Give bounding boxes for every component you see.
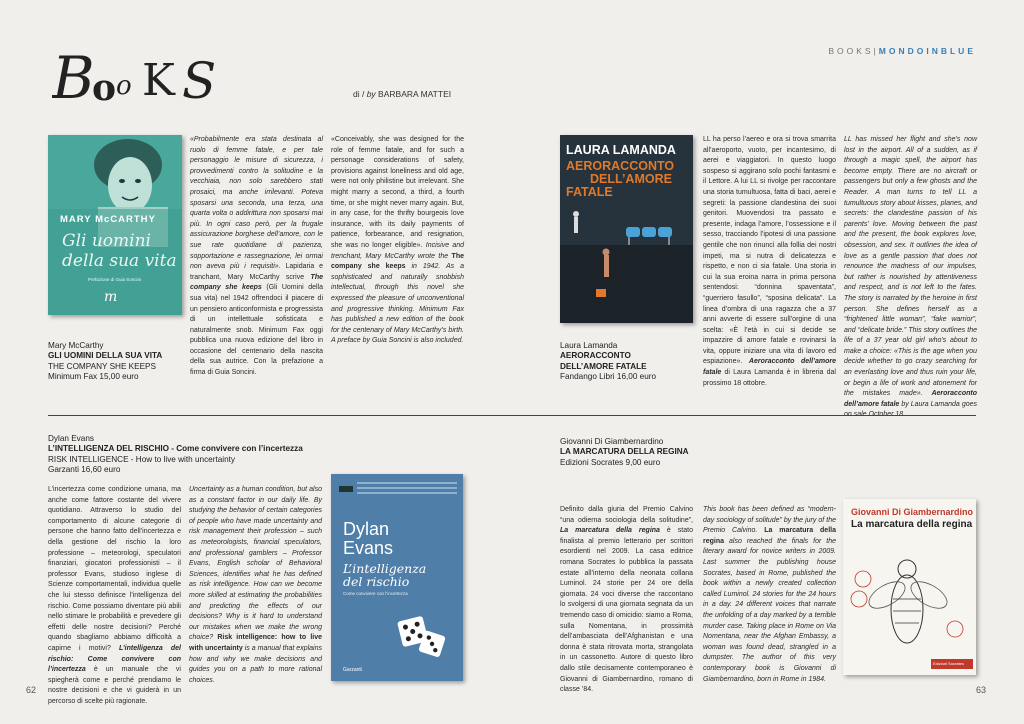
books-logo <box>52 40 252 110</box>
cover-author: MARY McCARTHY <box>60 214 156 225</box>
book2-caption <box>560 341 700 383</box>
text-part: «Conceivably, she was designed for the role of femme fatale, and for such a personage considerations of safety, provisions against loneliness and old age, were not only philistine but irrelevant. She might marry a second, a third, a fourth time, or she might never marry again. But, in any case, for the thrifty bourgeois love insurance, with its daily payments of patience, forbearance, and resignation, she was no longer eligible». <box>331 136 464 249</box>
section-divider <box>48 415 976 416</box>
cover-title-line1: L’intelligenza <box>343 561 427 576</box>
caption-author: Mary McCarthy <box>48 341 104 350</box>
text-part: This book has been defined as “modern-day sociology of solitude” by the jury of the Premio Calvino. <box>703 506 836 535</box>
cover-preface: Prefazione di Guia Soncini <box>88 277 142 282</box>
cover-author-line2: Evans <box>343 538 394 558</box>
text-bold: Aeroracconto dell’amore fatale <box>844 390 977 408</box>
text-bold: Risk intelligence: how to live with uncertainty <box>189 634 323 652</box>
text-part: di Laura Lamanda è in libreria dal prossimo 18 ottobre. <box>703 369 836 387</box>
book3-english-text <box>189 485 322 686</box>
caption-en-title: RISK INTELLIGENCE - How to live with uncertainty <box>48 454 236 464</box>
publisher-logo: m <box>104 289 118 305</box>
book2-english-text <box>844 135 977 421</box>
caption-title: GLI UOMINI DELLA SUA VITA <box>48 351 163 361</box>
cover-title <box>566 160 674 199</box>
caption-publisher: Minimum Fax 15,00 euro <box>48 372 139 382</box>
text-part: in 1942. As a sophisticated and naturally snobbish intellectual, through this novel she expressed the pleasure of unconventional and progressive thinking. Minimum Fax has published a new edition of the book for the centenary of Mary McCarthy’s birth. A preface by Guia Soncini is also included. <box>331 263 465 345</box>
book4-italian-text <box>560 505 693 696</box>
caption-title-line1: AERORACCONTO <box>560 351 631 361</box>
cover-author <box>343 520 393 558</box>
text-bold: Aeroracconto dell’amore fatale <box>703 358 836 377</box>
book2-italian-text <box>703 135 836 389</box>
text-bold: L’intelligenza del rischio: Come convivere con l’incertezza <box>48 644 181 674</box>
cover-title-line1: AERORACCONTO <box>566 159 675 173</box>
cover-publisher: Edizioni Socrates <box>933 661 964 666</box>
text-part: is a manual that explains how and why we make decisions and guides you on a path to more rational choices. <box>189 644 322 684</box>
svg-text:o: o <box>92 67 117 109</box>
cover-title-line2: della sua vita <box>62 251 177 271</box>
text-bold: The company she keeps <box>331 252 464 271</box>
caption-author: Giovanni Di Giambernardino <box>560 437 664 446</box>
text-part: è un manuale che vi spiegherà come e perché prendiamo le nostre decisioni e che vi guiderà in un percorso di scelte più ragionate. <box>48 666 181 705</box>
text-part: also reached the finals for the literary award for novice writers in 2009. Last summer the publishing house Socrates, based in Rome, published the book within a newly created collection called Luminol. 24 stories for the 24 hours in a day. 24 different voices that narrate the unfolding of a day marked by a terrible murder case. Taking place in Rome on Via Nomentana, near the Afghan Embassy, a woman was found dead, strangled in a dumpster. The author of this very contemporary book is Giovanni di Giambernardino, born in Rome in 1984. <box>703 537 836 683</box>
caption-author: Dylan Evans <box>48 434 94 443</box>
caption-publisher: Fandango Libri 16,00 euro <box>560 372 657 382</box>
cover-title-line2: DELL’AMORE <box>590 172 672 186</box>
brand-label: MONDOINBLUE <box>878 46 976 56</box>
text-part: (Gli Uomini della sua vita) nel 1942 offrendoci il piacere di un pensiero anticonformista e progressista di un intellettuale sofisticata e naturalmente snob. Minimum Fax oggi pubblica una nuova edizione del libro in occasione del centenario della nascita della sua autrice. Con la prefazione a firma di Guia Soncini. <box>190 284 324 377</box>
text-bold: The company she keeps <box>190 273 323 292</box>
book-cover-gli-uomini <box>48 135 182 315</box>
cover-title: La marcatura della regina <box>851 519 973 530</box>
cover-title-line1: Gli uomini <box>62 231 151 251</box>
page-number-left: 62 <box>26 685 37 695</box>
text-part: Incisive and trenchant, Mary McCarthy wrote the <box>331 241 464 260</box>
text-part: LL has missed her flight and she’s now lost in the airport. All of a sudden, as if through a magic spell, the airport has become empty. There are no aircraft or passengers but only a few ghosts and the Reader. A man turns to tell LL a tumultuous story about kisses, planes, and secrets: the clandestine passion of his parents’ love. Moving between the past and the present, the book explores love, obsession, and sex. It outlines the idea of love as a gentle passion that does not renounce the madness of our impulses, but rather is nourished by attentiveness and respect, and is not left to the fates. The story is narrated by the heroine in first person. She defines herself as a “frightened little woman”, “fake warrior”, and “delicate bride.” This story outlines the life of a 37 year old girl who’s about to make a choice: «This is the age when you decide whether to go crazy searching for an everlasting love and thus ruin your life, or begin a life of work and atonement for the mistakes made». <box>844 136 977 398</box>
svg-text:o: o <box>116 71 132 101</box>
cover-author: Giovanni Di Giambernardino <box>851 507 974 517</box>
caption-publisher: Garzanti 16,60 euro <box>48 465 121 475</box>
caption-en-title: THE COMPANY SHE KEEPS <box>48 361 156 371</box>
text-part: Lapidaria e tranchant, Mary McCarthy scrive <box>190 263 323 281</box>
text-part: Uncertainty as a human condition, but also as a constant factor in our daily life. By studying the behavior of certain categories of people who have made uncertainty and risk management their profession – such as meteorologists, financial speculators, and professional gamblers – Professor Evans, English scholar of Behavioral Sciences, identifies what he has defined as risk intelligence. How can we become more skilled at estimating the probabilities and predicting the effects of our decisions? Why is it hard to understand our mistakes when we make the wrong choice? <box>189 486 322 642</box>
byline <box>353 89 451 99</box>
cover-publisher: Garzanti <box>343 667 362 673</box>
byline-prefix: di / <box>353 89 367 99</box>
header-section <box>828 46 976 56</box>
byline-by: by <box>366 89 376 99</box>
book4-caption <box>560 437 780 468</box>
text-part: by Laura Lamanda goes <box>901 400 977 408</box>
caption-author: Laura Lamanda <box>560 341 618 350</box>
text-bold: La marcatura della regina <box>703 527 836 545</box>
byline-author: BARBARA MATTEI <box>375 89 452 99</box>
book3-italian-text <box>48 485 181 707</box>
svg-text:K: K <box>142 55 175 106</box>
book1-italian-text <box>190 135 323 379</box>
text-part: «Probabilmente era stata destinata al ruolo di femme fatale, e per tale personaggio le misure di sicurezza, i provvedimenti contro la solitudine e la vecchiaia, non solo sarebbero stati prosaici, ma anche irrilevanti. Poteva sposarsi una seconda, una terza, una quarta volta o addirittura non sposarsi mai più. In ogni caso però, per la frugale assicurazione borghese dell’amore, con le sue rate quotidiane di pazienza, sopportazione e rassegnazione, lei ormai non aveva più i requisiti». <box>190 136 323 271</box>
cover-title-line2: del rischio <box>343 574 410 589</box>
book1-caption <box>48 341 188 383</box>
caption-publisher: Edizioni Socrates 9,00 euro <box>560 457 661 467</box>
cover-author: LAURA LAMANDA <box>566 143 676 157</box>
caption-title: LA MARCATURA DELLA REGINA <box>560 447 689 457</box>
section-label: BOOKS| <box>828 46 879 56</box>
book-cover-aeroracconto <box>560 135 693 323</box>
text-part: L’incertezza come condizione umana, ma anche come fattore costante del vivere quotidiano. Attraverso lo studio del comportamento di alcune categorie di persone che hanno fatto dell’incertezza e della gestione del rischio la loro professione – meteorologi, speculatori finanziari, giocatori professionisti – il professor Evans, studioso inglese di Scienze comportamentali, individua quelle che lui stesso definisce l’intelligenza del rischio. Come possiamo diventare più abili nello stimare le probabilità e prevedere gli effetti delle nostre decisioni? Perché quando sbagliamo abbiamo difficoltà a capirne i motivi? <box>48 486 181 652</box>
cover-subtitle: Come convivere con l’incertezza <box>343 591 408 596</box>
text-part: LL ha perso l’aereo e ora si trova smarrita all’aeroporto, vuoto, per incantesimo, di aerei e viaggiatori. In questo luogo sospeso si aggirano solo pochi fantasmi e il Lettore. A lui LL si rivolge per raccontare una storia tumultuosa, fatta di baci, aerei e segreti: la passione clandestina dei suoi genitori. Muovendosi tra passato e presente, indaga l’amore, l’ossessione e il sesso, tracciando l’ipotesi di una passione gentile che non rinuncì alla follia dei nostri impeti, ma si nutra di delicatezza e rispetto, e non ci sia fatale. Una storia in cui la sua eroina narra in prima persona sentendosi: “donnina spaventata”, “guerriero fasullo”, “sposina delicata”. La linea d’ombra di una ragazza che a 37 anni avverte di essere sull’orgine di una scelta: «È l’età in cui si decide se impazzire di amore fatale e rovinarsi la vita, oppure iniziare una vita di lavoro ed espiazione». <box>703 136 836 366</box>
text-bold: La marcatura della regina <box>560 527 660 535</box>
cover-title-line3: FATALE <box>566 185 613 199</box>
cover-title <box>343 562 426 588</box>
svg-text:B: B <box>52 44 95 110</box>
cover-author-line1: Dylan <box>343 519 390 539</box>
text-part: Definito dalla giuria del Premio Calvino “una odierna sociologia della solitudine”, <box>560 506 693 524</box>
book4-english-text <box>703 505 836 685</box>
text-part: è stato finalista al premio letterario per scrittori esordienti nel 2009. La casa editrice romana Socrates lo pubblica la passata estate all’interno della neonata collana Luminol. 24 storie per 24 ore della giornata. 24 voci diverse che raccontano lo svolgersi di una giornata segnata da un tremendo caso di omicidio: siamo a Roma, sulla Nomentana, in prossimità dell’ambasciata dell’Afghanistan e una donna è stata ritrovata morta, strangolata in un cassonetto. Autore di questo libro dallo stile decisamente contemporaneo è Giovanni di Giambernardino, romano di classe ’84. <box>560 527 693 694</box>
portrait-illustration <box>48 135 182 315</box>
book-cover-intelligenza-rischio <box>331 474 463 681</box>
caption-title-line2: DELL’AMORE FATALE <box>560 361 647 371</box>
svg-text:S: S <box>182 52 217 110</box>
book1-english-text <box>331 135 464 347</box>
book-cover-marcatura-regina <box>843 499 976 675</box>
book3-caption <box>48 434 348 476</box>
page-number-right: 63 <box>975 685 986 695</box>
caption-title: L’INTELLIGENZA DEL RISCHIO - Come convivere con l’incertezza <box>48 444 303 454</box>
